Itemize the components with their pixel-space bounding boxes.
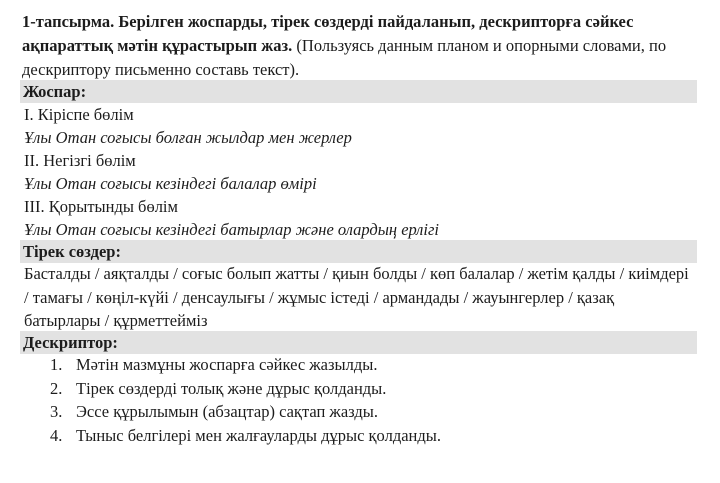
descriptor-item-text: Мәтін мазмұны жоспарға сәйкес жазылды. — [76, 355, 378, 374]
keywords-heading-band — [20, 240, 697, 263]
plan-heading: Жоспар: — [23, 82, 87, 101]
plan-item-conclusion: ІІІ. Қорытынды бөлім — [24, 197, 178, 216]
plan-item-main: ІІ. Негізгі бөлім — [24, 151, 136, 170]
descriptor-heading-band — [20, 331, 697, 354]
descriptor-item-text: Тірек сөздерді толық және дұрыс қолданды. — [76, 378, 387, 398]
descriptor-item-number: 3. — [50, 402, 63, 421]
descriptor-item — [50, 377, 441, 401]
task-title: 1-тапсырма. Берілген жоспарды, тірек сөздерді пайдаланып, дескрипторға сәйкес ақпараттық мәтін құрастырып жаз. — [22, 12, 634, 55]
plan-item-intro: І. Кіріспе бөлім — [24, 105, 134, 124]
keywords-text: Басталды / аяқталды / соғыс болып жатты / қиын болды / көп балалар / жетім қалды / киімдері / тамағы / көңіл-күйі / денсаулығы / жұмыс істеді / армандады / жауынгерлер / қазақ батырлары / құрметтейміз — [24, 264, 689, 330]
descriptor-item-text: Тыныс белгілері мен жалғауларды дұрыс қолданды. — [76, 425, 441, 445]
task-instruction — [22, 10, 702, 82]
descriptor-item — [50, 424, 441, 448]
plan-item-intro-topic: Ұлы Отан соғысы болған жылдар мен жерлер — [24, 128, 352, 147]
plan-item-conclusion-topic: Ұлы Отан соғысы кезіндегі батырлар және олардың ерлігі — [24, 220, 439, 239]
descriptor-item-text: Эссе құрылымын (абзацтар) сақтап жазды. — [76, 402, 378, 421]
descriptor-list — [50, 353, 441, 447]
descriptor-item — [50, 400, 441, 424]
descriptor-item-number: 2. — [50, 378, 63, 398]
task-translation: (Пользуясь данным планом и опорными словами, по дескриптору письменно составь текст). — [22, 36, 667, 79]
descriptor-item-number: 4. — [50, 425, 63, 445]
keywords-heading: Тірек сөздер: — [23, 242, 121, 261]
descriptor-item — [50, 353, 441, 377]
descriptor-heading: Дескриптор: — [23, 333, 118, 352]
plan-item-main-topic: Ұлы Отан соғысы кезіндегі балалар өмірі — [24, 174, 317, 193]
descriptor-item-number: 1. — [50, 355, 63, 374]
plan-heading-band — [20, 80, 697, 103]
